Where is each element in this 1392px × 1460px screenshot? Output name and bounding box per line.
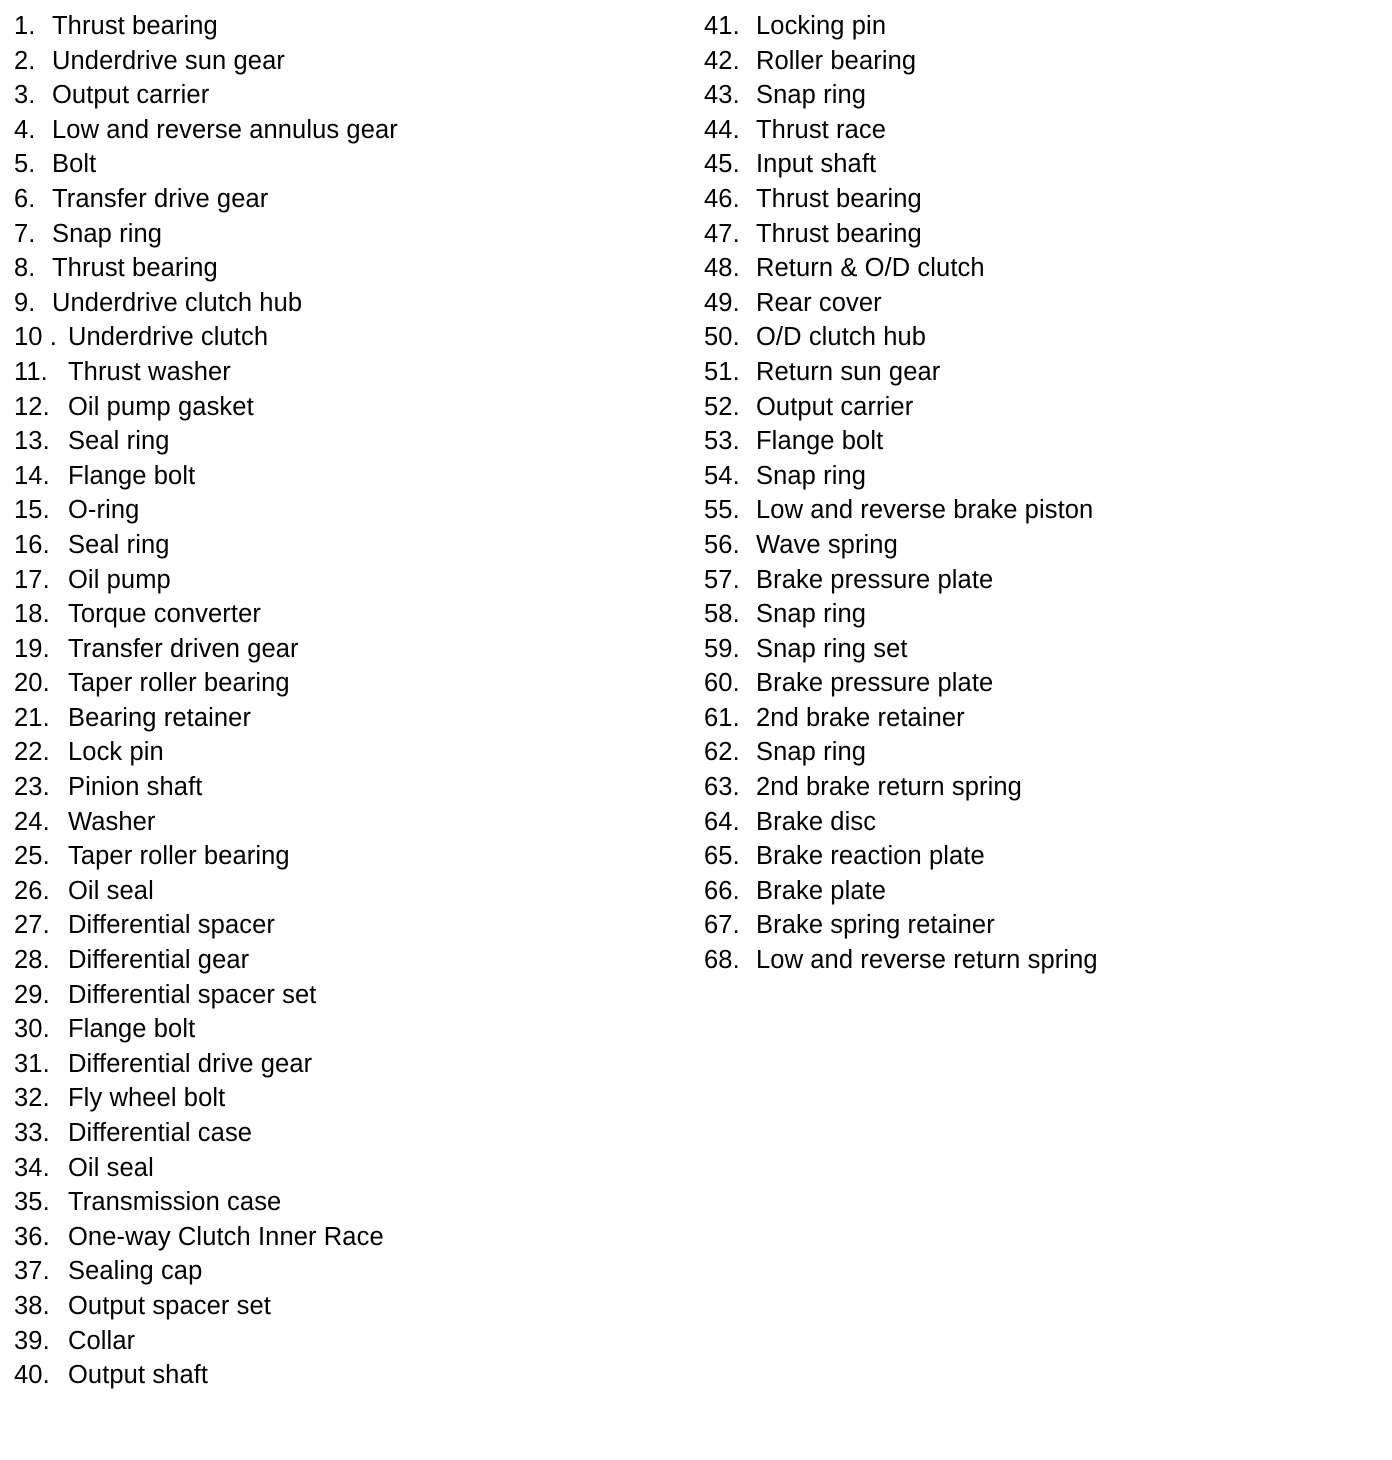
part-name: Snap ring set	[756, 634, 908, 663]
part-list-item	[14, 528, 674, 563]
part-number: 68.	[704, 946, 740, 975]
part-list-item	[14, 1151, 674, 1186]
part-number: 15.	[14, 496, 50, 525]
part-name: Oil seal	[68, 1153, 154, 1182]
part-name: Low and reverse annulus gear	[52, 115, 398, 144]
part-list-item	[14, 113, 674, 148]
part-name: Differential drive gear	[68, 1049, 313, 1078]
part-number: 1.	[14, 12, 36, 40]
part-name: Washer	[68, 807, 156, 836]
part-name: Brake pressure plate	[756, 669, 994, 698]
part-number: 37.	[14, 1257, 50, 1286]
part-list-item	[704, 320, 1364, 355]
part-number: 67.	[704, 911, 740, 940]
parts-list-right	[704, 9, 1364, 978]
part-number: 61.	[704, 703, 740, 732]
part-number: 24.	[14, 807, 50, 836]
part-list-item	[14, 805, 674, 840]
part-list-item	[14, 390, 674, 425]
part-number: 29.	[14, 980, 50, 1009]
part-number: 19.	[14, 634, 50, 663]
part-number: 6.	[14, 184, 36, 213]
part-number: 63.	[704, 773, 740, 802]
part-list-item	[14, 424, 674, 459]
part-name: Oil pump gasket	[68, 392, 254, 421]
part-name: Thrust race	[756, 115, 887, 144]
part-number: 55.	[704, 496, 740, 525]
part-list-item	[704, 874, 1364, 909]
part-list-item	[704, 9, 1364, 44]
part-list-item	[14, 1047, 674, 1082]
part-number: 8.	[14, 254, 36, 283]
part-number: 65.	[704, 842, 740, 871]
part-list-item	[704, 770, 1364, 805]
part-list-item	[14, 217, 674, 252]
part-list-item	[14, 286, 674, 321]
part-name: Collar	[68, 1326, 136, 1355]
part-list-item	[14, 1289, 674, 1324]
part-list-item	[14, 597, 674, 632]
part-number: 42.	[704, 46, 740, 75]
part-name: Thrust bearing	[52, 12, 218, 40]
part-number: 44.	[704, 115, 740, 144]
part-list-item	[704, 286, 1364, 321]
part-name: Oil seal	[68, 876, 154, 905]
part-number: 3.	[14, 81, 36, 110]
part-number: 23.	[14, 773, 50, 802]
part-name: Return & O/D clutch	[756, 254, 985, 283]
part-list-item	[704, 355, 1364, 390]
part-name: Flange bolt	[756, 427, 884, 456]
part-number: 40.	[14, 1361, 50, 1390]
part-list-item	[704, 943, 1364, 978]
part-list-item	[14, 1358, 674, 1393]
part-list-item	[704, 113, 1364, 148]
part-number: 52.	[704, 392, 740, 421]
part-list-item	[14, 874, 674, 909]
part-list-item	[14, 1254, 674, 1289]
part-name: Snap ring	[756, 738, 867, 767]
part-number: 4.	[14, 115, 36, 144]
part-list-item	[704, 597, 1364, 632]
part-name: Brake reaction plate	[756, 842, 985, 871]
part-name: Snap ring	[756, 461, 867, 490]
part-list-item	[704, 182, 1364, 217]
part-number: 11.	[14, 357, 48, 386]
part-list-item	[704, 735, 1364, 770]
part-name: Output carrier	[756, 392, 914, 421]
part-name: Brake plate	[756, 876, 887, 905]
part-list-item	[14, 978, 674, 1013]
part-number: 46.	[704, 184, 740, 213]
part-list-item	[14, 735, 674, 770]
part-list-item	[14, 493, 674, 528]
part-name: Differential gear	[68, 946, 250, 975]
part-list-item	[704, 44, 1364, 79]
part-number: 16.	[14, 530, 50, 559]
part-number: 60.	[704, 669, 740, 698]
part-list-item	[14, 147, 674, 182]
part-name: Snap ring	[756, 81, 867, 110]
part-name: Thrust bearing	[52, 254, 218, 283]
part-number: 59.	[704, 634, 740, 663]
part-list-item	[14, 701, 674, 736]
part-name: Brake spring retainer	[756, 911, 995, 940]
part-number: 17.	[14, 565, 50, 594]
part-number: 56.	[704, 530, 740, 559]
part-name: Differential case	[68, 1119, 253, 1147]
part-list-item	[704, 805, 1364, 840]
part-number: 43.	[704, 81, 740, 110]
part-list-item	[14, 770, 674, 805]
part-list-item	[14, 632, 674, 667]
part-name: Flange bolt	[68, 1015, 196, 1044]
part-number: 41.	[704, 12, 740, 40]
part-list-item	[704, 839, 1364, 874]
part-name: Torque converter	[68, 600, 261, 629]
part-number: 66.	[704, 876, 740, 905]
part-number: 34.	[14, 1153, 50, 1182]
part-name: O-ring	[68, 496, 140, 525]
part-number: 32.	[14, 1084, 50, 1113]
part-list-item	[14, 1081, 674, 1116]
part-name: Oil pump	[68, 565, 171, 594]
part-number: 21.	[14, 703, 50, 732]
part-number: 51.	[704, 357, 740, 386]
part-list-item	[704, 424, 1364, 459]
part-list-item	[14, 1012, 674, 1047]
part-name: Differential spacer	[68, 911, 275, 940]
part-number: 28.	[14, 946, 50, 975]
part-name: Pinion shaft	[68, 773, 203, 802]
part-list-item	[14, 563, 674, 598]
part-name: Thrust bearing	[756, 184, 922, 213]
part-number: 36.	[14, 1222, 50, 1251]
part-list-item	[704, 908, 1364, 943]
part-number: 2.	[14, 46, 36, 75]
part-list-item	[14, 1116, 674, 1151]
part-list-item	[14, 44, 674, 79]
part-list-item	[704, 563, 1364, 598]
part-name: Wave spring	[756, 530, 898, 559]
part-list-item	[14, 78, 674, 113]
part-list-item	[704, 217, 1364, 252]
part-name: Underdrive clutch	[68, 323, 269, 352]
part-list-item	[704, 493, 1364, 528]
part-name: Output shaft	[68, 1361, 209, 1390]
part-name: Output spacer set	[68, 1291, 271, 1320]
part-name: Taper roller bearing	[68, 669, 290, 698]
part-list-item	[704, 701, 1364, 736]
part-number: 35.	[14, 1188, 50, 1217]
part-name: Bearing retainer	[68, 703, 252, 732]
part-name: Sealing cap	[68, 1257, 203, 1286]
part-list-item	[14, 182, 674, 217]
part-number: 7.	[14, 219, 36, 248]
part-name: Flange bolt	[68, 461, 196, 490]
part-list-item	[14, 1324, 674, 1359]
part-name: 2nd brake return spring	[756, 773, 1022, 802]
part-name: Bolt	[52, 150, 97, 179]
part-number: 38.	[14, 1291, 50, 1320]
part-name: Snap ring	[52, 219, 163, 248]
part-list-item	[704, 632, 1364, 667]
part-number: 33.	[14, 1119, 50, 1147]
part-name: Underdrive sun gear	[52, 46, 285, 75]
part-number: 39.	[14, 1326, 50, 1355]
part-name: Roller bearing	[756, 46, 917, 75]
part-name: Thrust washer	[68, 357, 231, 386]
part-number: 47.	[704, 219, 740, 248]
part-number: 31.	[14, 1049, 50, 1078]
part-number: 30.	[14, 1015, 50, 1044]
part-name: Seal ring	[68, 530, 170, 559]
part-list-item	[704, 147, 1364, 182]
part-name: Output carrier	[52, 81, 210, 110]
part-name: Locking pin	[756, 12, 887, 40]
part-number: 53.	[704, 427, 740, 456]
part-list-item	[14, 320, 674, 355]
part-number: 48.	[704, 254, 740, 283]
part-number: 14.	[14, 461, 50, 490]
part-number: 18.	[14, 600, 50, 629]
part-name: Transfer driven gear	[68, 634, 299, 663]
part-list-item	[704, 528, 1364, 563]
part-number: 10 .	[14, 323, 57, 352]
part-number: 9.	[14, 288, 36, 317]
part-number: 20.	[14, 669, 50, 698]
part-number: 5.	[14, 150, 36, 179]
part-list-item	[14, 1185, 674, 1220]
part-number: 45.	[704, 150, 740, 179]
part-name: Snap ring	[756, 600, 867, 629]
part-name: Rear cover	[756, 288, 882, 317]
part-name: 2nd brake retainer	[756, 703, 965, 732]
part-number: 13.	[14, 427, 50, 456]
part-list-item	[14, 839, 674, 874]
part-list-item	[14, 908, 674, 943]
part-list-item	[704, 251, 1364, 286]
part-list-item	[704, 390, 1364, 425]
part-name: Transmission case	[68, 1188, 282, 1217]
part-name: O/D clutch hub	[756, 323, 927, 352]
part-number: 26.	[14, 876, 50, 905]
part-name: Fly wheel bolt	[68, 1084, 226, 1113]
part-name: Differential spacer set	[68, 980, 317, 1009]
part-list-item	[704, 78, 1364, 113]
parts-list-left	[14, 9, 674, 1393]
part-list-item	[14, 459, 674, 494]
part-name: Seal ring	[68, 427, 170, 456]
part-number: 54.	[704, 461, 740, 490]
part-number: 12.	[14, 392, 50, 421]
part-number: 62.	[704, 738, 740, 767]
part-number: 49.	[704, 288, 740, 317]
part-name: Return sun gear	[756, 357, 941, 386]
part-name: One-way Clutch Inner Race	[68, 1222, 384, 1251]
part-list-item	[14, 9, 674, 44]
part-list-item	[14, 251, 674, 286]
part-number: 22.	[14, 738, 50, 767]
part-number: 25.	[14, 842, 50, 871]
part-name: Transfer drive gear	[52, 184, 269, 213]
part-name: Underdrive clutch hub	[52, 288, 303, 317]
part-name: Low and reverse return spring	[756, 946, 1098, 975]
part-list-item	[14, 355, 674, 390]
part-name: Thrust bearing	[756, 219, 922, 248]
part-name: Brake disc	[756, 807, 877, 836]
part-number: 57.	[704, 565, 740, 594]
part-list-item	[14, 1220, 674, 1255]
part-name: Input shaft	[756, 150, 877, 179]
part-number: 64.	[704, 807, 740, 836]
part-number: 27.	[14, 911, 50, 940]
part-number: 58.	[704, 600, 740, 629]
part-name: Taper roller bearing	[68, 842, 290, 871]
part-list-item	[14, 666, 674, 701]
part-name: Brake pressure plate	[756, 565, 994, 594]
part-list-item	[704, 459, 1364, 494]
part-name: Lock pin	[68, 738, 164, 767]
part-number: 50.	[704, 323, 740, 352]
part-list-item	[14, 943, 674, 978]
part-name: Low and reverse brake piston	[756, 496, 1094, 525]
part-list-item	[704, 666, 1364, 701]
